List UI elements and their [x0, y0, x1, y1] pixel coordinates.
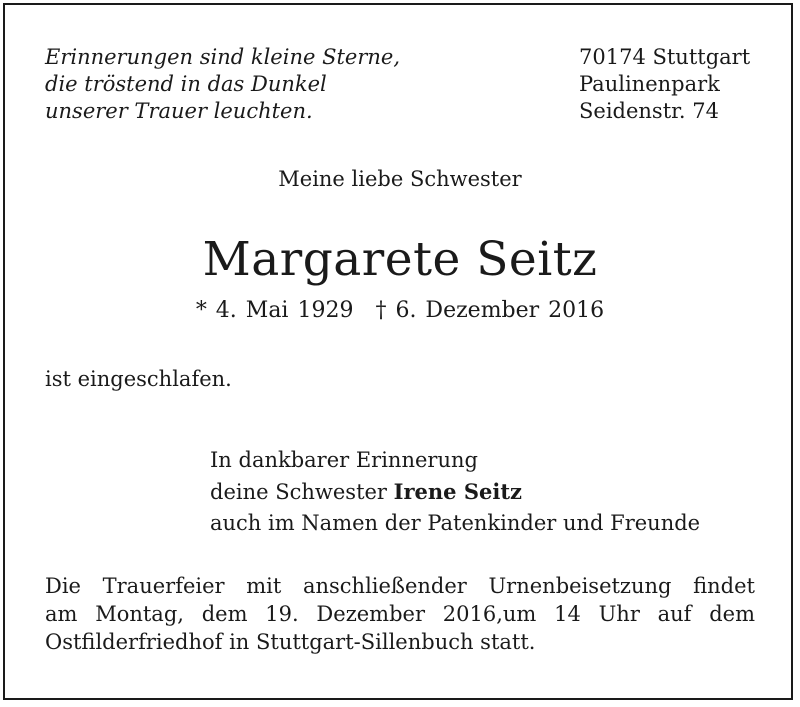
service-line: Die Trauerfeier mit anschließender Urnenbeisetzung findet [45, 574, 755, 598]
intro-text: Meine liebe Schwester [278, 167, 522, 191]
mourners-block [210, 445, 700, 539]
mourner-name: Irene Seitz [393, 479, 522, 504]
birth-date: * 4. Mai 1929 [195, 298, 354, 323]
poem-line: unserer Trauer leuchten. [45, 99, 313, 123]
service-block [45, 572, 755, 656]
poem-block [45, 44, 400, 125]
address-line: Seidenstr. 74 [579, 99, 719, 123]
announcement-text: ist eingeschlafen. [45, 367, 232, 391]
deceased-name: Margarete Seitz [202, 232, 598, 287]
service-line: Ostfilderfriedhof in Stuttgart-Sillenbuch statt. [45, 630, 536, 654]
address-line: Paulinenpark [579, 72, 720, 96]
mourners-line [210, 476, 700, 508]
poem-line: Erinnerungen sind kleine Sterne, [45, 45, 400, 69]
mourners-line: auch im Namen der Patenkinder und Freunde [210, 511, 701, 535]
address-block [579, 44, 750, 125]
service-line: am Montag, dem 19. Dezember 2016,um 14 Uhr auf dem [45, 602, 755, 626]
death-date: † 6. Dezember 2016 [375, 298, 605, 323]
mourners-line: In dankbarer Erinnerung [210, 448, 478, 472]
poem-line: die tröstend in das Dunkel [45, 72, 327, 96]
life-dates [0, 298, 800, 323]
address-line: 70174 Stuttgart [579, 45, 751, 69]
mourners-prefix: deine Schwester [210, 480, 394, 504]
